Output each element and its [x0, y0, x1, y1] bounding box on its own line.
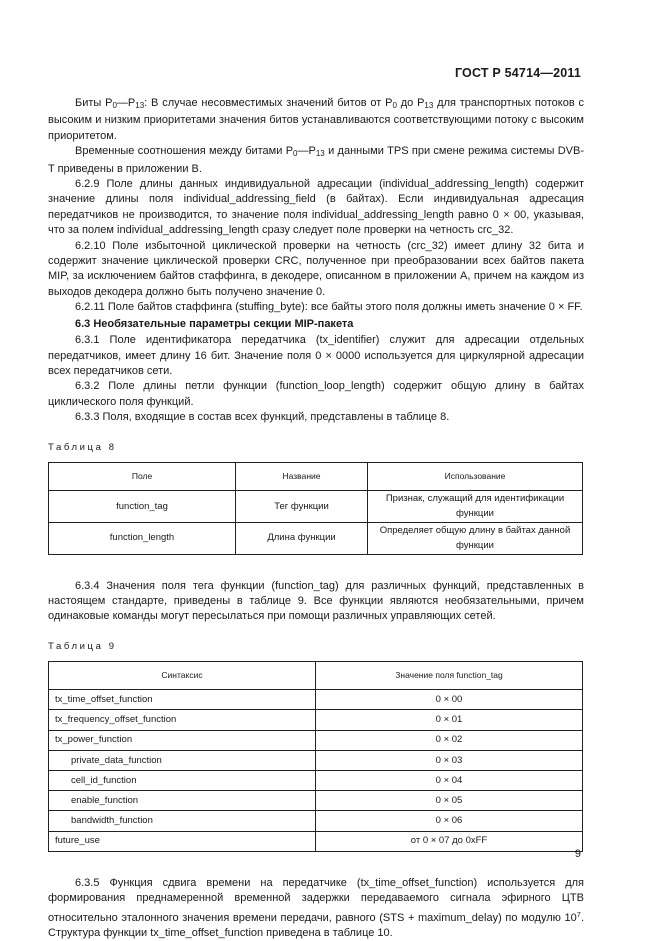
table-cell: 0 × 00: [316, 690, 583, 710]
table-row: [49, 770, 583, 790]
paragraph-6-2-11: 6.2.11 Поле байтов стаффинга (stuffing_byte): все байты этого поля должны иметь значение 0 × FF.: [75, 301, 583, 314]
table-header-cell: Значение поля function_tag: [316, 662, 583, 690]
table-row: [49, 791, 583, 811]
table-row: [49, 811, 583, 831]
table-cell: function_length: [49, 522, 236, 554]
paragraph-6-3-1: 6.3.1 Поле идентификатора передатчика (tx_identifier) служит для адресации отдельных передатчиков, имеет длину 16 бит. Значение поля 0 × 0000 используется для циркулярной адресации всех передатчиков сети.: [48, 334, 584, 377]
table-8-label: Таблица 8: [48, 441, 117, 453]
table-row: [49, 750, 583, 770]
table-cell: bandwidth_function: [49, 811, 316, 831]
table-cell: future_use: [49, 831, 316, 851]
table-9: [48, 661, 583, 852]
table-header-row: [49, 662, 583, 690]
table-cell: cell_id_function: [49, 770, 316, 790]
table-cell: 0 × 04: [316, 770, 583, 790]
table-header-row: [49, 462, 583, 490]
paragraph-6-3-2: 6.3.2 Поле длины петли функции (function_loop_length) содержит общую длину в байтах циклического поля функций.: [48, 380, 584, 408]
table-header-cell: Поле: [49, 462, 236, 490]
paragraph-6-3-5: 6.3.5 Функция сдвига времени на передатчике (tx_time_offset_function) используется для формирования преднамеренной временной задержки передаваемого сигнала эфирного ЦТВ относительно эталонного значения времени передачи, равного (STS + maximum_delay) по модулю $10^7$. Структура функции tx_time_offset_function приведена в таблице 10.: [48, 876, 584, 939]
table-cell: 0 × 02: [316, 730, 583, 750]
table-cell: tx_power_function: [49, 730, 316, 750]
table-row: [49, 490, 583, 522]
table-cell: 0 × 05: [316, 791, 583, 811]
table-row: [49, 710, 583, 730]
table-cell: function_tag: [49, 490, 236, 522]
page-content: [48, 96, 584, 941]
table-row: [49, 522, 583, 554]
document-header: ГОСТ Р 54714—2011: [454, 66, 581, 80]
table-cell: Признак, служащий для идентификации функции: [368, 490, 583, 522]
table-cell: tx_time_offset_function: [49, 690, 316, 710]
table-cell: enable_function: [49, 791, 316, 811]
paragraph-time-relations: Временные соотношения между битами $P_0—P_{13}$ и данными TPS при смене режима системы DVB-T приведены в приложении В.: [48, 145, 584, 175]
paragraph-6-2-9: 6.2.9 Поле длины данных индивидуальной адресации (individual_addressing_length) содержит значение длины поля individual_addressing_field (в байтах). Если индивидуальная адресация передатчиков не производится, то значение поля individual_addressing_length равно 0 × 00, указывая, что за полем individual_addressing_length сразу следует поле проверки на четность crc_32.: [48, 178, 584, 237]
table-cell: 0 × 01: [316, 710, 583, 730]
table-cell: Длина функции: [236, 522, 368, 554]
table-cell: 0 × 03: [316, 750, 583, 770]
table-9-label: Таблица 9: [48, 640, 117, 652]
paragraph-6-2-10: 6.2.10 Поле избыточной циклической проверки на четность (crc_32) имеет длину 32 бита и содержит значение циклической проверки CRC, полученное при преобразовании всех байтов пакета MIP, за исключением байтов стаффинга, в декодере, описанном в приложении А, причем на каждом из выходов декодера должно быть получено значение 0.: [48, 239, 584, 298]
table-cell: private_data_function: [49, 750, 316, 770]
paragraph-6-3-4: 6.3.4 Значения поля тега функции (function_tag) для различных функций, представленных в настоящем стандарте, приведены в таблице 9. Все функции являются необязательными, причем одинаковые команды могут пересылаться при помощи различных управляющих сетей.: [48, 579, 584, 623]
table-header-cell: Использование: [368, 462, 583, 490]
table-cell: tx_frequency_offset_function: [49, 710, 316, 730]
paragraph-bits-p0-p13: Биты $P_0—P_{13}$: В случае несовместимых значений битов от $P_0$ до $P_{13}$ для транспортных потоков с высоким и низким приоритетами значения битов устанавливаются соответствующими потоку с высоким приоритетом.: [48, 97, 584, 142]
table-row: [49, 730, 583, 750]
table-row: [49, 831, 583, 851]
table-header-cell: Синтаксис: [49, 662, 316, 690]
page-number: 9: [574, 848, 581, 860]
paragraph-6-3-3: 6.3.3 Поля, входящие в состав всех функций, представлены в таблице 8.: [75, 411, 450, 424]
table-header-cell: Название: [236, 462, 368, 490]
table-cell: от 0 × 07 до 0xFF: [316, 831, 583, 851]
table-row: [49, 690, 583, 710]
table-cell: 0 × 06: [316, 811, 583, 831]
section-heading-6-3: 6.3 Необязательные параметры секции MIP-пакета: [75, 317, 354, 330]
table-cell: Тег функции: [236, 490, 368, 522]
table-cell: Определяет общую длину в байтах данной функции: [368, 522, 583, 554]
table-8: [48, 462, 583, 555]
